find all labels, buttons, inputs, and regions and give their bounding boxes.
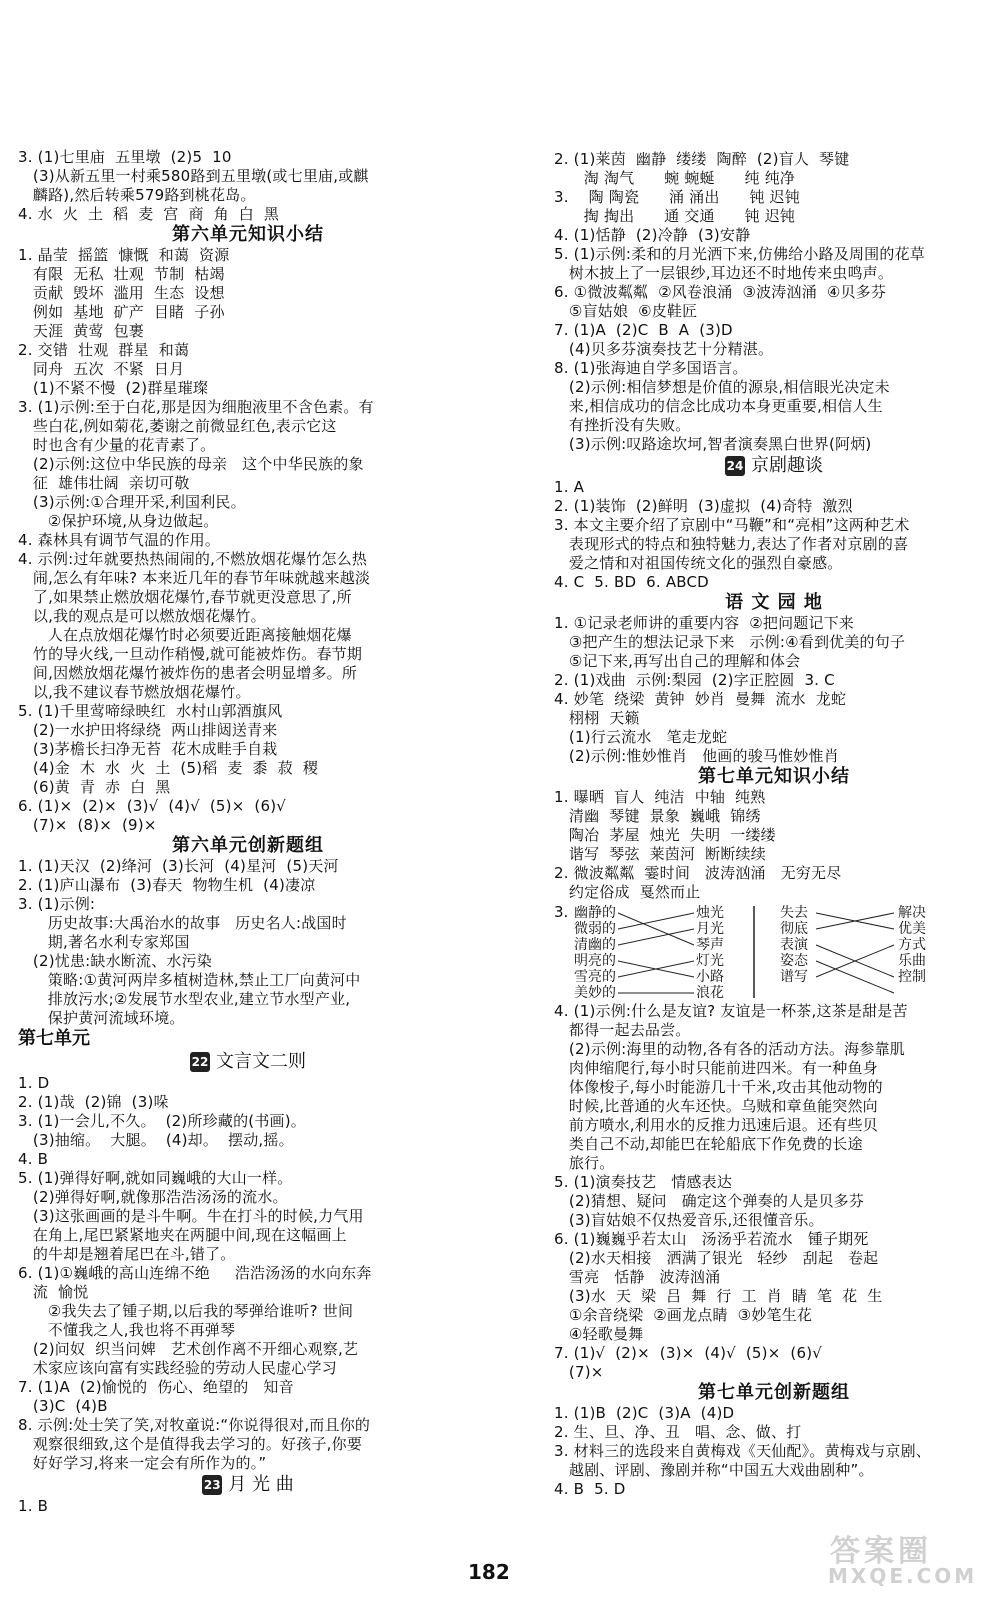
answer-line: (4)金 木 水 火 土 (5)稻 麦 黍 菽 稷 (18, 759, 319, 777)
match-word: 灯光 (696, 953, 724, 969)
match-word: 方式 (898, 937, 926, 953)
answer-line: 来,相信成功的信念比成功本身更重要,相信人生 (554, 397, 883, 415)
answer-line: (3)水 天 梁 吕 舞 行 工 肖 睛 笔 花 生 (554, 1287, 883, 1305)
answer-line: 有限 无私 壮观 节制 枯竭 (18, 265, 225, 283)
answer-line: 掏 掏出 通 交通 钝 迟钝 (554, 207, 796, 225)
answer-line: 在角上,尾巴紧紧地夹在两腿中间,现在这幅画上 (18, 1226, 347, 1244)
answer-line: 些白花,例如菊花,萎谢之前微显红色,表示它这 (18, 417, 337, 435)
answer-line: 树木披上了一层银纱,耳边还不时地传来虫鸣声。 (554, 264, 894, 282)
answer-line: (2)示例:相信梦想是价值的源泉,相信眼光决定未 (554, 378, 890, 396)
answer-line: 闹,怎么有年味? 本来近几年的春节年味就越来越淡 (18, 569, 371, 587)
answer-line: (3)抽缩。 大腿。 (4)却。 摆动,摇。 (18, 1131, 294, 1149)
match-word: 彻底 (780, 921, 808, 937)
section-heading: 第七单元创新题组 (698, 1382, 850, 1403)
answer-line: (3)示例:叹路途坎坷,智者演奏黑白世界(阿炳) (554, 435, 872, 453)
answer-line: 4. 水 火 土 稻 麦 宫 商 角 白 黑 (18, 205, 280, 223)
answer-line: 7. (1)A (2)愉悦的 伤心、绝望的 知音 (18, 1378, 294, 1396)
answer-line: (2)猜想、疑问 确定这个弹奏的人是贝多芬 (554, 1192, 865, 1210)
answer-line: (2)示例:海里的动物,各有各的活动方法。海参靠肌 (554, 1040, 905, 1058)
answer-line: 2. 生、旦、净、丑 唱、念、做、打 (554, 1423, 802, 1441)
answer-line: (3)这张画画的是斗牛啊。牛在打斗的时候,力气用 (18, 1207, 364, 1225)
match-word: 姿态 (780, 953, 808, 969)
answer-line: 7. (1)√ (2)× (3)× (4)√ (5)× (6)√ (554, 1344, 823, 1362)
answer-line: (2)水天相接 洒满了银光 轻纱 刮起 卷起 (554, 1249, 879, 1267)
answer-line: 3. 陶 陶瓷 涌 涌出 钝 迟钝 (554, 188, 800, 206)
answer-line: 3. (1)一会儿,不久。 (2)所珍藏的(书画)。 (18, 1112, 306, 1130)
answer-line: (2)忧患:缺水断流、水污染 (18, 952, 213, 970)
answer-line: ③把产生的想法记录下来 示例:④看到优美的句子 (554, 633, 906, 651)
answer-line: 越剧、评剧、豫剧并称“中国五大戏曲剧种”。 (554, 1461, 874, 1479)
answer-line: 好好学习,将来一定会有所作为的。” (18, 1454, 267, 1472)
answer-line: 2. (1)庐山瀑布 (3)春天 物物生机 (4)凄凉 (18, 876, 316, 894)
answer-line: 1. (1)天汉 (2)绛河 (3)长河 (4)星河 (5)天河 (18, 857, 339, 875)
match-word: 美妙的 (574, 985, 616, 1001)
answer-line: 3. 本文主要介绍了京剧中“马鞭”和“亮相”这两种艺术 (554, 516, 910, 534)
match-word: 琴声 (696, 937, 724, 953)
answer-line: 6. (1)巍巍乎若太山 汤汤乎若流水 锺子期死 (554, 1230, 869, 1248)
match-word: 解决 (898, 905, 926, 921)
answer-line: 淘 淘气 蜿 蜿蜒 纯 纯净 (554, 169, 796, 187)
answer-line: ②我失去了锺子期,以后我的琴弹给谁听? 世间 (18, 1302, 354, 1320)
answer-line: 5. (1)演奏技艺 情感表达 (554, 1173, 733, 1191)
answer-line: 5. (1)千里莺啼绿映红 水村山郭酒旗风 (18, 702, 283, 720)
answer-line: 4. B 5. D (554, 1480, 626, 1498)
answer-line: 7. (1)A (2)C B A (3)D (554, 321, 733, 339)
lesson-title (18, 1050, 478, 1074)
answer-line: 间,因燃放烟花爆竹被炸伤的患者会明显增多。所 (18, 664, 358, 682)
match-word: 表演 (780, 937, 808, 953)
answer-line: 保护黄河流域环境。 (18, 1009, 185, 1027)
answer-line: 1. 曝晒 盲人 纯洁 中轴 纯熟 (554, 788, 766, 806)
answer-line: 以,我的观点是可以燃放烟花爆竹。 (18, 607, 266, 625)
watermark-text: 答案圈 (830, 1534, 932, 1569)
answer-line: 1. D (18, 1074, 50, 1092)
answer-line: 5. (1)弹得好啊,就如同巍峨的大山一样。 (18, 1169, 293, 1187)
answer-line: 约定俗成 戛然而止 (554, 883, 701, 901)
match-word: 乐曲 (898, 953, 926, 969)
left-column (18, 148, 478, 1516)
answer-line: 2. 交错 壮观 群星 和蔼 (18, 341, 190, 359)
answer-line: 1. (1)B (2)C (3)A (4)D (554, 1404, 735, 1422)
answer-line: 8. (1)张海迪自学多国语言。 (554, 359, 748, 377)
answer-line: (3)盲姑娘不仅热爱音乐,还很懂音乐。 (554, 1211, 824, 1229)
answer-line: (2)示例:惟妙惟肖 他画的骏马惟妙惟肖 (554, 747, 839, 765)
lesson-title (554, 454, 994, 478)
match-word: 幽静的 (574, 905, 616, 921)
section-heading: 第六单元知识小结 (172, 224, 324, 245)
answer-block (554, 150, 994, 454)
answer-line: 观察很细致,这个是值得我去学习的。好孩子,你要 (18, 1435, 363, 1453)
answer-line: (2)示例:这位中华民族的母亲 这个中华民族的象 (18, 455, 364, 473)
answer-line: 类自己不动,却能巴在轮船底下作免费的长途 (554, 1135, 863, 1153)
answer-line: 策略:①黄河两岸多植树造林,禁止工厂向黄河中 (18, 971, 361, 989)
answer-line: 时候,比普通的火车还快。乌贼和章鱼能突然向 (554, 1097, 878, 1115)
right-column (554, 150, 994, 1499)
answer-line: 4. 妙笔 绕梁 黄钟 妙肖 曼舞 流水 龙蛇 (554, 690, 847, 708)
matching-exercise (554, 904, 994, 1000)
answer-block (554, 1002, 994, 1382)
lesson-number-badge: 22 (190, 1052, 210, 1072)
answer-line: 流 愉悦 (18, 1283, 89, 1301)
answer-block (18, 1497, 478, 1516)
answer-line: 清幽 琴键 景象 巍峨 锦绣 (554, 807, 761, 825)
answer-line: 贡献 毁坏 滥用 生态 设想 (18, 284, 225, 302)
answer-line: 栩栩 天籁 (554, 709, 640, 727)
answer-line: 6. ①微波粼粼 ②风卷浪涌 ③波涛汹涌 ④贝多芬 (554, 283, 887, 301)
answer-line: 3. (1)示例:至于白花,那是因为细胞液里不含色素。有 (18, 398, 374, 416)
answer-line: (3)从新五里一村乘580路到五里墩(或七里庙,或麒 (18, 167, 369, 185)
answer-line: (7)× (554, 1363, 604, 1381)
unit-heading: 第七单元 (18, 1028, 90, 1049)
answer-line: 1. B (18, 1497, 49, 1515)
answer-line: (6)黄 青 赤 白 黑 (18, 778, 171, 796)
answer-line: (3)示例:①合理开采,利国利民。 (18, 493, 246, 511)
match-word: 谱写 (780, 969, 808, 985)
answer-line: 排放污水;②发展节水型农业,建立节水型产业, (18, 990, 351, 1008)
match-word: 小路 (696, 969, 724, 985)
section-heading: 语 文 园 地 (725, 592, 823, 613)
answer-line: (1)行云流水 笔走龙蛇 (554, 728, 728, 746)
answer-line: 了,如果禁止燃放烟花爆竹,春节就更没意思了,所 (18, 588, 352, 606)
answer-line: 体像梭子,每小时能游几十千米,攻击其他动物的 (554, 1078, 883, 1096)
answer-line: 1. ①记录老师讲的重要内容 ②把问题记下来 (554, 614, 855, 632)
answer-line: 例如 基地 矿产 目睹 子孙 (18, 303, 225, 321)
answer-line: 6. (1)× (2)× (3)√ (4)√ (5)× (6)√ (18, 797, 287, 815)
match-word: 明亮的 (574, 953, 616, 969)
answer-block (18, 1074, 478, 1473)
answer-line: 4. C 5. BD 6. ABCD (554, 573, 709, 591)
answer-line: 雪亮 恬静 波涛汹涌 (554, 1268, 721, 1286)
watermark-logo (820, 1520, 980, 1592)
answer-line: 肉伸缩爬行,每小时只能前进四米。有一种鱼身 (554, 1059, 878, 1077)
lesson-title-text: 京剧趣谈 (751, 455, 823, 476)
answer-line: (1)不紧不慢 (2)群星璀璨 (18, 379, 209, 397)
match-word: 浪花 (696, 985, 724, 1001)
answer-line: 爱之情和对祖国传统文化的强烈自豪感。 (554, 554, 843, 572)
answer-block (18, 148, 478, 224)
answer-line: 2. (1)莱茵 幽静 缕缕 陶醉 (2)盲人 琴键 (554, 150, 850, 168)
answer-line: 麟路),然后转乘579路到桃花岛。 (18, 186, 256, 204)
answer-line: ②保护环境,从身边做起。 (18, 512, 219, 530)
lesson-number-badge: 23 (202, 1475, 222, 1495)
answer-line: 旅行。 (554, 1154, 615, 1172)
answer-line: (4)贝多芬演奏技艺十分精湛。 (554, 340, 774, 358)
answer-line: 不懂我之人,我也将不再弹琴 (18, 1321, 236, 1339)
match-word: 控制 (898, 969, 926, 985)
answer-line: 同舟 五次 不紧 日月 (18, 360, 185, 378)
answer-line: 4. B (18, 1150, 49, 1168)
answer-block (18, 857, 478, 1028)
answer-line: 4. (1)示例:什么是友谊? 友谊是一杯茶,这茶是甜是苦 (554, 1002, 908, 1020)
match-word: 微弱的 (574, 921, 616, 937)
answer-line: 时也含有少量的花青素了。 (18, 436, 216, 454)
answer-line: 2. 微波粼粼 霎时间 波涛汹涌 无穷无尽 (554, 864, 842, 882)
match-word: 失去 (780, 905, 808, 921)
lesson-title-text: 月 光 曲 (228, 1474, 294, 1495)
answer-line: 竹的导火线,一旦动作稍慢,就可能被炸伤。春节期 (18, 645, 363, 663)
answer-line: 历史故事:大禹治水的故事 历史名人:战国时 (18, 914, 347, 932)
answer-line: 8. 示例:处士笑了笑,对牧童说:“你说得很对,而且你的 (18, 1416, 371, 1434)
matching-lines (554, 904, 994, 1000)
lesson-title-text: 文言文二则 (216, 1051, 306, 1072)
answer-line: 的牛却是翘着尾巴在斗,错了。 (18, 1245, 236, 1263)
answer-line: ⑤盲姑娘 ⑥皮鞋匠 (554, 302, 698, 320)
answer-line: (2)问奴 织当问婢 艺术创作离不开细心观察,艺 (18, 1340, 359, 1358)
answer-line: 2. (1)戏曲 示例:梨园 (2)字正腔圆 3. C (554, 671, 835, 689)
answer-block (554, 614, 994, 766)
answer-line: 人在点放烟花爆竹时必须要近距离接触烟花爆 (18, 626, 352, 644)
answer-block (18, 246, 478, 835)
answer-line: 都得一起去品尝。 (554, 1021, 691, 1039)
answer-block (554, 788, 994, 902)
answer-block (554, 478, 994, 592)
answer-block (554, 1404, 994, 1499)
answer-line: 2. (1)哉 (2)锦 (3)哚 (18, 1093, 169, 1111)
answer-line: 4. 示例:过年就要热热闹闹的,不燃放烟花爆竹怎么热 (18, 550, 368, 568)
match-word: 月光 (696, 921, 724, 937)
answer-line: (2)弹得好啊,就像那浩浩汤汤的流水。 (18, 1188, 288, 1206)
answer-line: 术家应该向富有实践经验的劳动人民虚心学习 (18, 1359, 337, 1377)
answer-line: 3. (1)示例: (18, 895, 96, 913)
answer-line: 3. (1)七里庙 五里墩 (2)5 10 (18, 148, 232, 166)
answer-line: ①余音绕梁 ②画龙点睛 ③妙笔生花 (554, 1306, 813, 1324)
answer-line: 6. (1)①巍峨的高山连绵不绝 浩浩汤汤的水向东奔 (18, 1264, 372, 1282)
page-number: 182 (468, 1560, 510, 1584)
answer-line: (3)C (4)B (18, 1397, 108, 1415)
answer-line: 前方喷水,利用水的反推力迅速后退。还有些贝 (554, 1116, 878, 1134)
answer-line: 2. (1)装饰 (2)鲜明 (3)虚拟 (4)奇特 激烈 (554, 497, 853, 515)
answer-line: 表现形式的特点和独特魅力,表达了作者对京剧的喜 (554, 535, 909, 553)
answer-line: ⑤记下来,再写出自己的理解和体会 (554, 652, 801, 670)
answer-line: 有挫折没有失败。 (554, 416, 691, 434)
match-word: 清幽的 (574, 937, 616, 953)
answer-line: 天涯 黄莺 包裹 (18, 322, 144, 340)
answer-line: 3. 材料三的选段来自黄梅戏《天仙配》。黄梅戏与京剧、 (554, 1442, 931, 1460)
answer-line: 5. (1)示例:柔和的月光洒下来,仿佛给小路及周围的花草 (554, 245, 925, 263)
watermark-text: MXQE.COM (828, 1564, 978, 1588)
lesson-number-badge: 24 (725, 456, 745, 476)
question-number: 3. (554, 903, 569, 921)
answer-line: (2)一水护田将绿绕 两山排闼送青来 (18, 721, 278, 739)
section-heading: 第六单元创新题组 (172, 835, 324, 856)
answer-line: 1. 晶莹 摇篮 慷慨 和蔼 资源 (18, 246, 230, 264)
answer-line: 4. 森林具有调节气温的作用。 (18, 531, 221, 549)
answer-line: ④轻歌曼舞 (554, 1325, 644, 1343)
section-heading: 第七单元知识小结 (698, 766, 850, 787)
answer-line: 期,著名水利专家郑国 (18, 933, 190, 951)
answer-line: 4. (1)恬静 (2)冷静 (3)安静 (554, 226, 751, 244)
answer-line: 谐写 琴弦 莱茵河 断断续续 (554, 845, 766, 863)
answer-line: 征 雄伟壮阔 亲切可敬 (18, 474, 190, 492)
lesson-title (18, 1473, 478, 1497)
answer-line: 1. A (554, 478, 585, 496)
match-word: 烛光 (696, 905, 724, 921)
answer-line: 以,我不建议春节燃放烟花爆竹。 (18, 683, 251, 701)
answer-line: 陶冶 茅屋 烛光 失明 一缕缕 (554, 826, 776, 844)
answer-line: (7)× (8)× (9)× (18, 816, 157, 834)
answer-line: (3)茅檐长扫净无苔 花木成畦手自栽 (18, 740, 278, 758)
match-word: 优美 (898, 921, 926, 937)
match-word: 雪亮的 (574, 969, 616, 985)
